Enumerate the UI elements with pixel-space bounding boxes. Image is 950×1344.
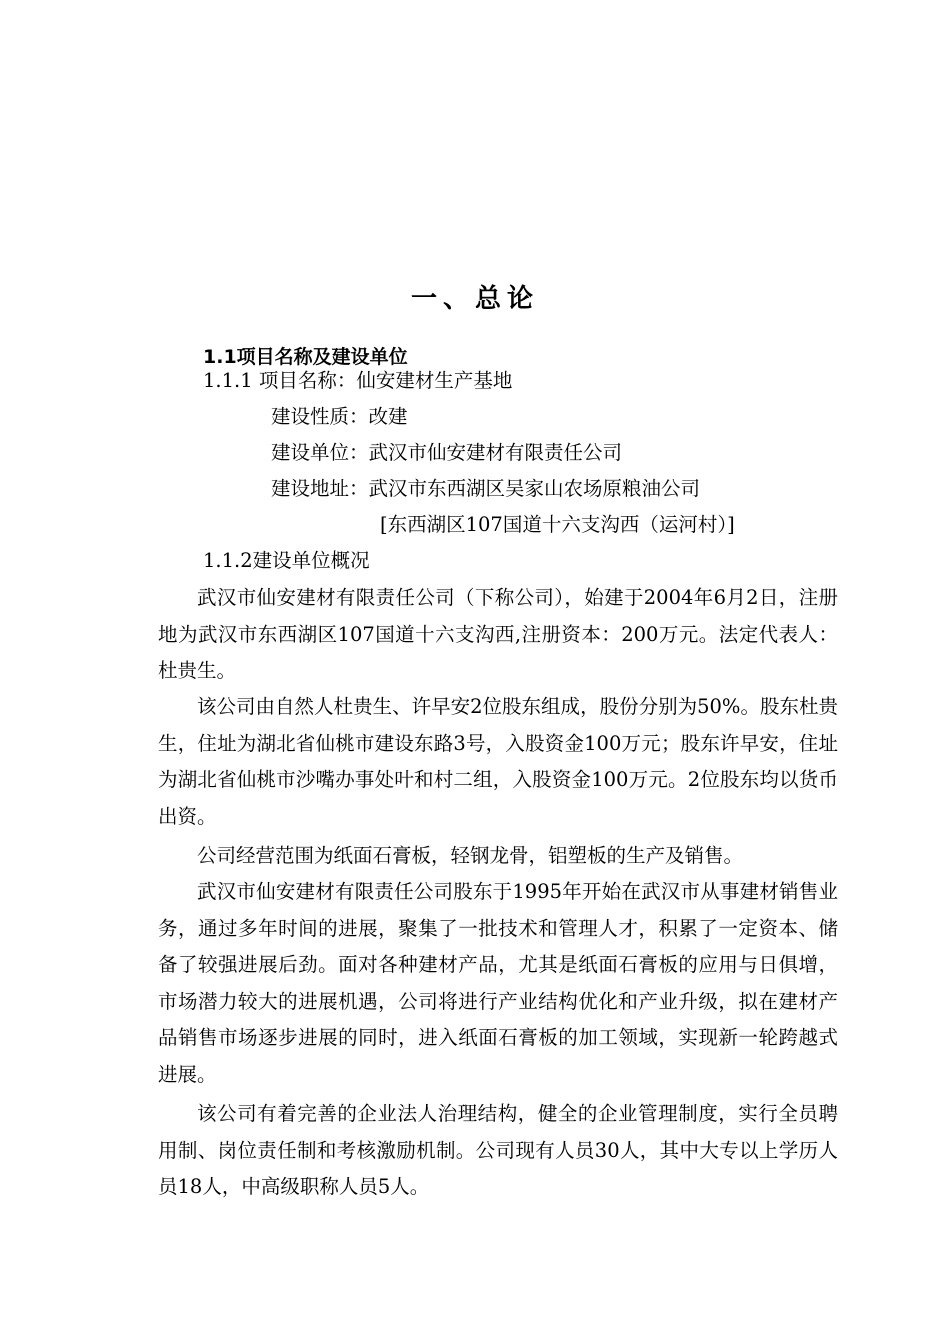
paragraph-shareholders: 该公司由自然人杜贵生、许早安2位股东组成，股份分别为50%。股东杜贵生，住址为湖北省仙桃市建设东路3号，入股资金100万元；股东许早安，住址为湖北省仙桃市沙嘴办事处叶和村二组，入股资金100万元。2位股东均以货币出资。: [158, 695, 838, 828]
section-heading: 1.1项目名称及建设单位: [203, 346, 408, 368]
paragraph-company-intro: 武汉市仙安建材有限责任公司（下称公司），始建于2004年6月2日，注册地为武汉市东西湖区107国道十六支沟西,注册资本：200万元。法定代表人：杜贵生。: [158, 586, 838, 683]
address-detail-line: [东西湖区107国道十六支沟西（运河村）]: [380, 513, 735, 536]
construction-unit-line: 建设单位：武汉市仙安建材有限责任公司: [271, 441, 623, 464]
construction-nature-line: 建设性质：改建: [271, 405, 408, 428]
paragraph-management: 该公司有着完善的企业法人治理结构，健全的企业管理制度，实行全员聘用制、岗位责任制和考核激励机制。公司现有人员30人，其中大专以上学历人员18人，中高级职称人员5人。: [158, 1102, 838, 1199]
project-name-line: 1.1.1 项目名称：仙安建材生产基地: [203, 369, 513, 392]
construction-address-line: 建设地址：武汉市东西湖区吴家山农场原粮油公司: [271, 477, 701, 500]
paragraph-development: 武汉市仙安建材有限责任公司股东于1995年开始在武汉市从事建材销售业务，通过多年时间的进展，聚集了一批技术和管理人才，积累了一定资本、储备了较强进展后劲。面对各种建材产品，尤其是纸面石膏板的应用与日俱增，市场潜力较大的进展机遇，公司将进行产业结构优化和产业升级，拟在建材产品销售市场逐步进展的同时，进入纸面石膏板的加工领域，实现新一轮跨越式进展。: [158, 880, 838, 1086]
overview-heading: 1.1.2建设单位概况: [203, 549, 370, 572]
chapter-title: 一、总论: [410, 284, 539, 314]
paragraph-business-scope: 公司经营范围为纸面石膏板，轻钢龙骨，铝塑板的生产及销售。: [197, 844, 744, 867]
